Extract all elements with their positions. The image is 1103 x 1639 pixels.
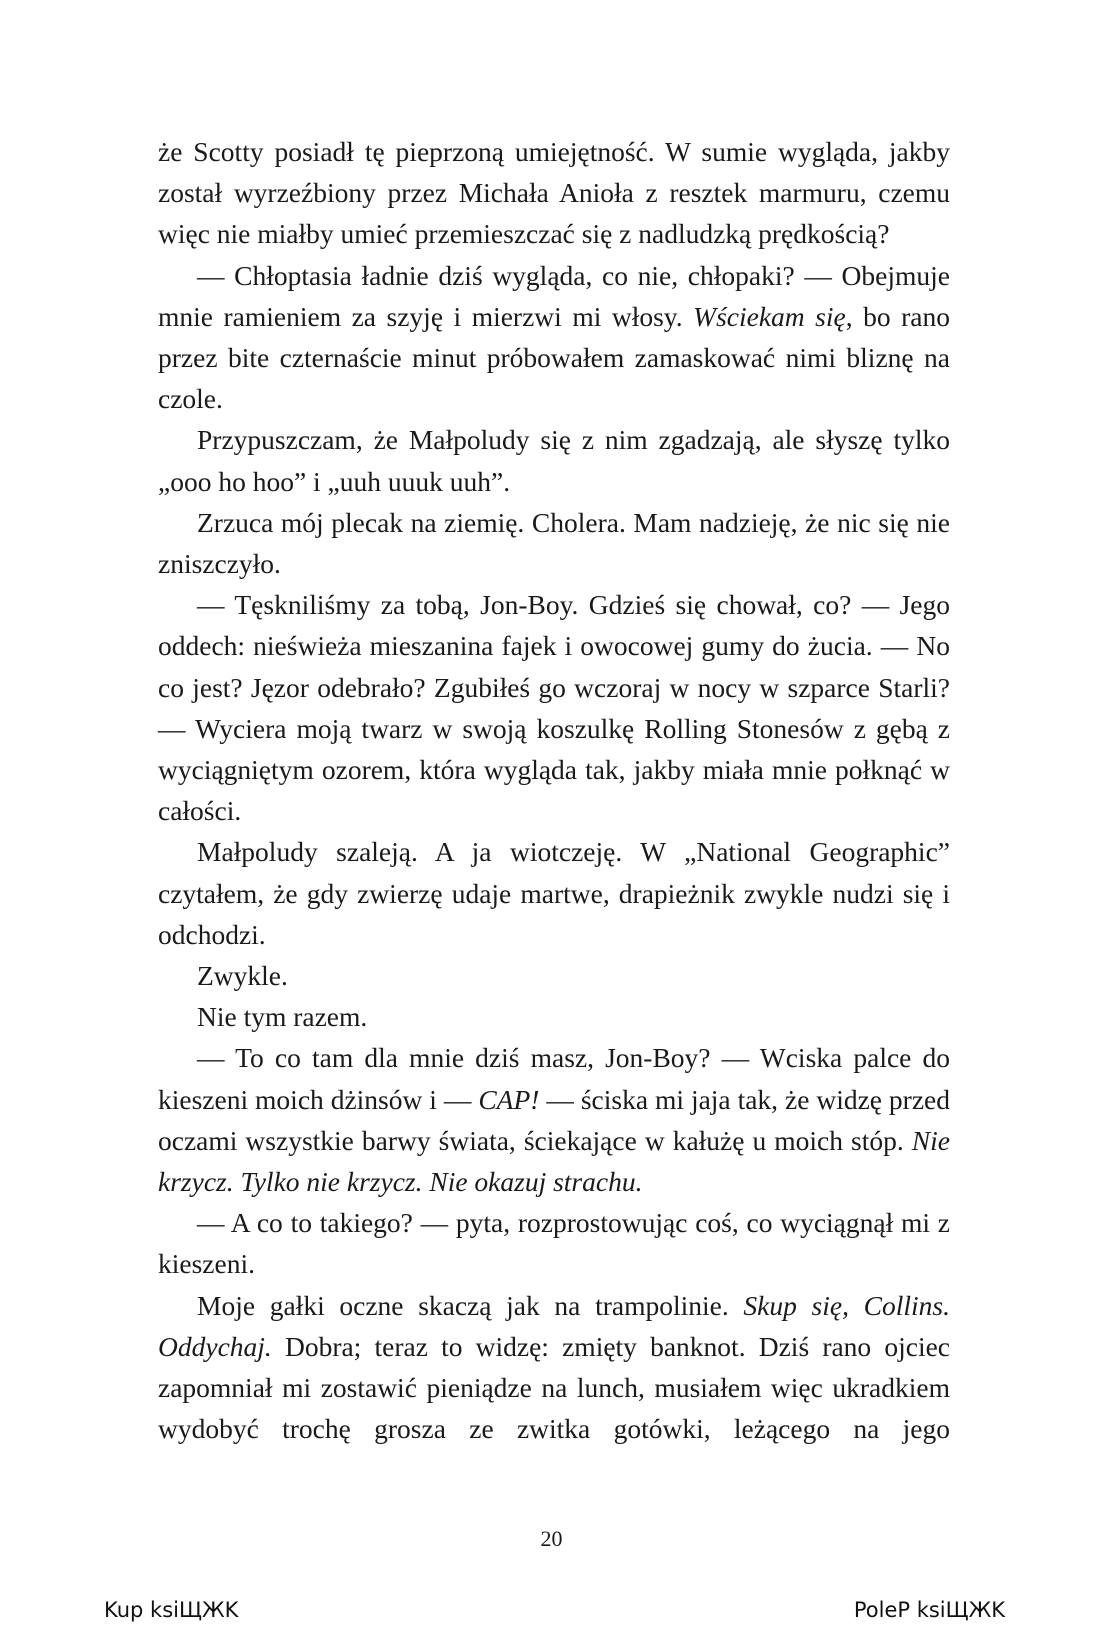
paragraph-text: Moje gałki oczne skaczą jak na trampolinie. [197,1289,744,1321]
paragraph [158,831,950,955]
buy-book-link[interactable]: Kup ksiЩЖK [104,1598,239,1622]
italic-text: Nie krzycz. Tylko nie krzycz. Nie okazuj strachu. [158,1124,950,1198]
paragraph-text: Dobra; teraz to widzę: zmięty banknot. Dziś rano ojciec zapomniał mi zostawić pieniądze na lunch, musiałem więc ukradkiem wydobyć trochę grosza ze zwitka gotówki, leżącego na jego [158,1330,950,1445]
paragraph-text: Zrzuca mój plecak na ziemię. Cholera. Mam nadzieję, że nic się nie zniszczyło. [158,506,950,580]
paragraph [158,584,950,831]
paragraph [158,1285,950,1450]
paragraph-text: — Chłoptasia ładnie dziś wygląda, co nie, chłopaki? — Obejmuje mnie ramieniem za szyję i mierzwi mi włosy. [158,259,950,332]
paragraph-text: , bo rano przez bite czternaście minut próbowałem zamaskować nimi bliznę na czole. [158,300,950,415]
paragraph-text: że Scotty posiadł tę pieprzoną umiejętność. W sumie wygląda, jakby został wyrzeźbiony przez Michała Anioła z resztek marmuru, czemu więc nie miałby umieć przemieszczać się z nadludzką prędkością? [158,136,950,250]
paragraph [158,255,950,420]
paragraph-text: — ściska mi jaja tak, że widzę przed oczami wszystkie barwy świata, ściekające w kałużę u moich stóp. [158,1083,951,1156]
paragraph-text: Nie tym razem. [197,1001,368,1033]
page-number: 20 [540,1526,563,1551]
paragraph [158,996,950,1037]
paragraph [158,131,950,255]
paragraph [158,955,950,996]
paragraph-text: Przypuszczam, że Małpoludy się z nim zgadzają, ale słyszę tylko „ooo ho hoo” i „uuh uuuk uuh”. [158,424,950,497]
page-body-text [158,131,950,1450]
italic-text: Skup się, Collins. Oddychaj. [158,1289,950,1362]
paragraph [158,1037,950,1202]
recommend-book-link[interactable]: PoleP ksiЩЖK [853,1598,1005,1622]
paragraph-text: — To co tam dla mnie dziś masz, Jon-Boy? — Wciska palce do kieszeni moich dżinsów i — [158,1042,950,1115]
paragraph [158,1202,950,1284]
paragraph-text: Małpoludy szaleją. A ja wiotczeję. W „National Geographic” czytałem, że gdy zwierzę udaje martwe, drapieżnik zwykle nudzi się i odchodzi. [158,836,950,950]
italic-text: Wściekam się [693,300,846,332]
paragraph [158,419,950,501]
italic-text: CAP! [478,1083,540,1115]
paragraph-text: Zwykle. [197,960,288,992]
paragraph [158,502,950,584]
paragraph-text: — Tęskniliśmy za tobą, Jon-Boy. Gdzieś się chował, co? — Jego oddech: nieświeża mieszanina fajek i owocowej gumy do żucia. — No co jest? Jęzor odebrało? Zgubiłeś go wczoraj w nocy w szparce Starli? — Wyciera moją twarz w swoją koszulkę Rolling Stonesów z gębą z wyciągniętym ozorem, która wygląda tak, jakby miała mnie połknąć w całości. [158,589,950,827]
paragraph-text: — A co to takiego? — pyta, rozprostowując coś, co wyciągnął mi z kieszeni. [158,1207,950,1280]
